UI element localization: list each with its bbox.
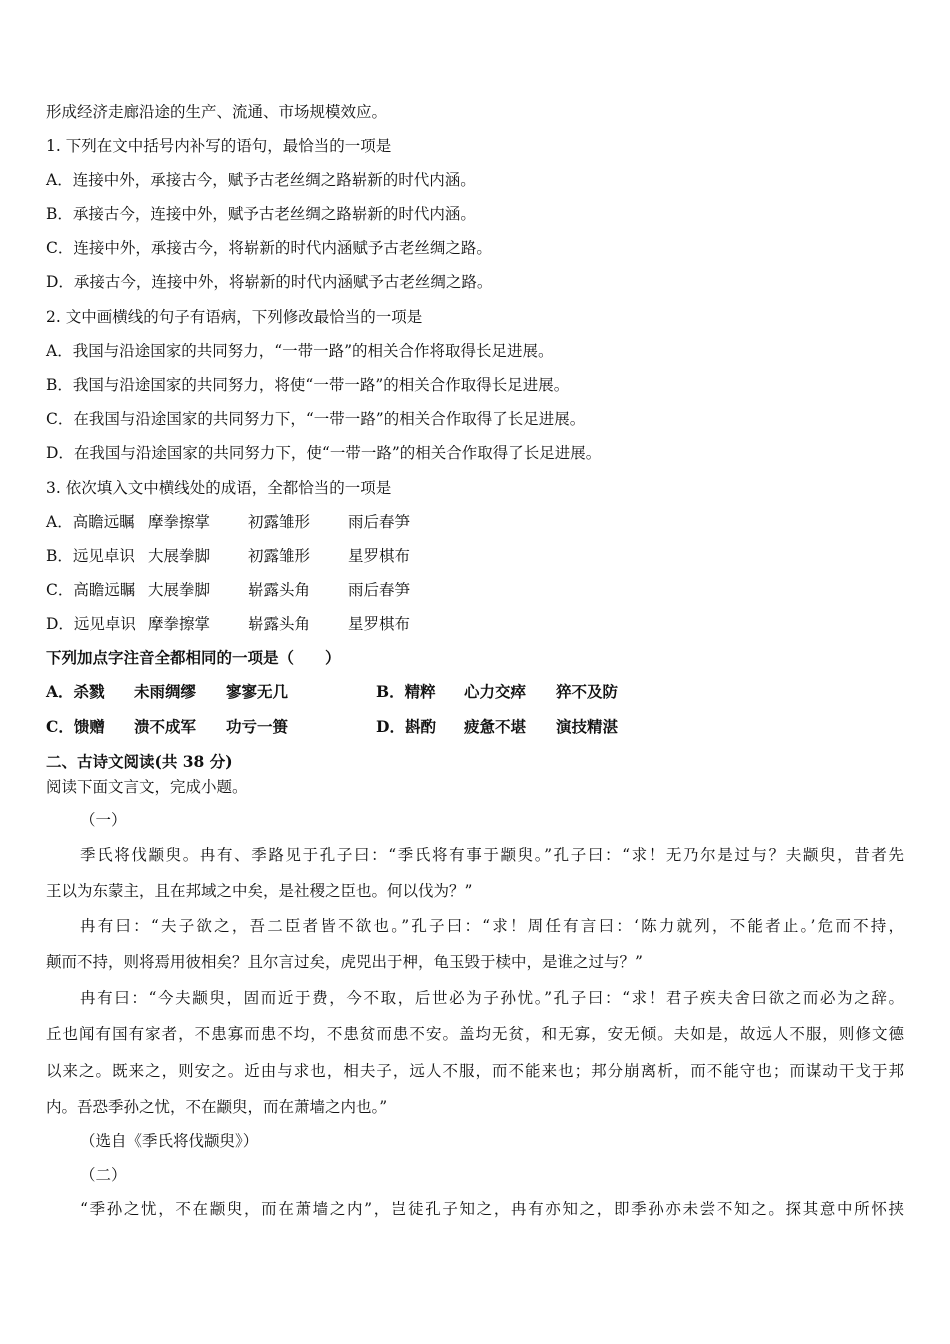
option-word: 雨后春笋 xyxy=(348,513,411,531)
question-1-option-d: D．承接古今，连接中外，将崭新的时代内涵赋予古老丝绸之路。 xyxy=(46,273,493,291)
passage-source: （选自《季氏将伐颛臾》） xyxy=(80,1132,259,1150)
question-3-option-c xyxy=(46,580,410,600)
reading-instruction: 阅读下面文言文，完成小题。 xyxy=(46,778,248,796)
option-word: 崭露头角 xyxy=(248,615,311,633)
option-word: 摩拳擦掌 xyxy=(148,513,211,531)
passage-line: 冉有曰：“今夫颛臾，固而近于费，今不取，后世必为子孙忧。”孔子曰：“求！君子疾夫舍曰欲之而必为之辞。 xyxy=(80,989,904,1007)
question-2-option-d: D．在我国与沿途国家的共同努力下，使“一带一路”的相关合作取得了长足进展。 xyxy=(46,444,602,462)
question-2-option-b: B．我国与沿途国家的共同努力，将使“一带一路”的相关合作取得长足进展。 xyxy=(46,376,570,394)
passage-line: 颠而不持，则将焉用彼相矣？且尔言过矣，虎兕出于柙，龟玉毁于椟中，是谁之过与？” xyxy=(46,953,643,971)
question-1-option-a: A．连接中外，承接古今，赋予古老丝绸之路崭新的时代内涵。 xyxy=(46,171,476,189)
passage-line: 冉有曰：“夫子欲之，吾二臣者皆不欲也。”孔子曰：“求！周任有言曰：‘陈力就列，不能者止。’危而不持， xyxy=(80,917,904,935)
question-2: 2. 文中画横线的句子有语病，下列修改最恰当的一项是 xyxy=(46,308,423,326)
passage-line: 丘也闻有国有家者，不患寡而患不均，不患贫而患不安。盖均无贫，和无寡，安无倾。夫如是，故远人不服，则修文德 xyxy=(46,1025,904,1043)
pinyin-option-b xyxy=(376,682,618,702)
option-label: D．远见卓识 xyxy=(46,615,136,633)
option-label: A．高瞻远瞩 xyxy=(46,513,135,531)
question-1: 1. 下列在文中括号内补写的语句，最恰当的一项是 xyxy=(46,137,392,155)
option-word: 崭露头角 xyxy=(248,581,311,599)
text-line: 形成经济走廊沿途的生产、流通、市场规模效应。 xyxy=(46,103,388,121)
option-word: 星罗棋布 xyxy=(348,615,411,633)
option-label: D．斟酌 xyxy=(376,717,436,736)
question-2-option-a: A．我国与沿途国家的共同努力，“一带一路”的相关合作将取得长足进展。 xyxy=(46,342,554,360)
option-word: 星罗棋布 xyxy=(348,547,411,565)
option-word: 寥寥无几 xyxy=(226,682,289,701)
passage-line: 季氏将伐颛臾。冉有、季路见于孔子曰：“季氏将有事于颛臾。”孔子曰：“求！无乃尔是过与？夫颛臾，昔者先 xyxy=(80,846,904,864)
pinyin-option-c xyxy=(46,717,288,737)
question-1-option-b: B．承接古今，连接中外，赋予古老丝绸之路崭新的时代内涵。 xyxy=(46,205,476,223)
part-label-one: （一） xyxy=(80,811,127,829)
option-label: C．馈赠 xyxy=(46,717,105,736)
option-label: A．杀戮 xyxy=(46,682,105,701)
option-word: 猝不及防 xyxy=(556,682,619,701)
option-word: 雨后春笋 xyxy=(348,581,411,599)
question-3-option-d xyxy=(46,614,410,634)
question-1-option-c: C．连接中外，承接古今，将崭新的时代内涵赋予古老丝绸之路。 xyxy=(46,239,492,257)
option-label: B．远见卓识 xyxy=(46,547,135,565)
option-word: 演技精湛 xyxy=(556,717,619,736)
option-word: 溃不成军 xyxy=(134,717,197,736)
question-3: 3. 依次填入文中横线处的成语，全都恰当的一项是 xyxy=(46,479,392,497)
part-label-two: （二） xyxy=(80,1166,127,1184)
question-3-option-a xyxy=(46,512,410,532)
section-heading: 二、古诗文阅读(共 38 分) xyxy=(46,752,233,771)
option-word: 初露雏形 xyxy=(248,513,311,531)
pinyin-option-a xyxy=(46,682,288,702)
option-word: 初露雏形 xyxy=(248,547,311,565)
pinyin-option-d xyxy=(376,717,618,737)
passage-line: 王以为东蒙主，且在邦域之中矣，是社稷之臣也。何以伐为？” xyxy=(46,882,473,900)
option-label: B．精粹 xyxy=(376,682,436,701)
option-word: 功亏一篑 xyxy=(226,717,289,736)
option-word: 疲惫不堪 xyxy=(464,717,527,736)
option-label: C．高瞻远瞩 xyxy=(46,581,136,599)
passage-line: “季孙之忧，不在颛臾，而在萧墙之内”，岂徒孔子知之，冉有亦知之，即季孙亦未尝不知之。探其意中所怀挟 xyxy=(80,1200,904,1218)
question-3-option-b xyxy=(46,546,410,566)
passage-line: 以来之。既来之，则安之。近由与求也，相夫子，远人不服，而不能来也；邦分崩离析，而不能守也；而谋动干戈于邦 xyxy=(46,1062,904,1080)
option-word: 心力交瘁 xyxy=(464,682,527,701)
option-word: 摩拳擦掌 xyxy=(148,615,211,633)
option-word: 未雨绸缪 xyxy=(134,682,197,701)
question-2-option-c: C．在我国与沿途国家的共同努力下，“一带一路”的相关合作取得了长足进展。 xyxy=(46,410,586,428)
pinyin-question: 下列加点字注音全都相同的一项是（ ） xyxy=(46,648,341,667)
option-word: 大展拳脚 xyxy=(148,581,211,599)
option-word: 大展拳脚 xyxy=(148,547,211,565)
passage-line: 内。吾恐季孙之忧，不在颛臾，而在萧墙之内也。” xyxy=(46,1098,388,1116)
